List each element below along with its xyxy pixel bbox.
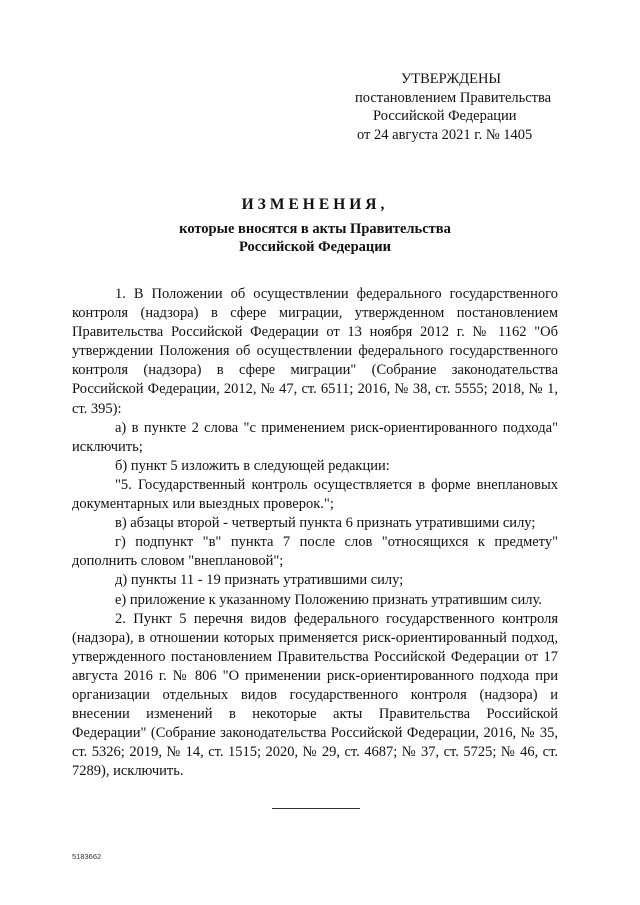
paragraph-item-b: б) пункт 5 изложить в следующей редакции: bbox=[115, 457, 390, 474]
paragraph-2: 2. Пункт 5 перечня видов федерального государственного контроля (надзора), в отношении которых применяется риск-ориентированный подход, утвержденного постановлением Правительства Российской Федерации от 17 августа 2016 г. № 806 "О применении риск-ориентированного подхода при организации отдельных видов государственного контроля (надзора) и внесении изменений в некоторые акты Правительства Российской Федерации" (Собрание законодательства Российской Федерации, 2016, № 35, ст. 5326; 2019, № 14, ст. 1515; 2020, № 29, ст. 4687; № 37, ст. 5725; № 46, ст. 7289), исключить. bbox=[72, 610, 558, 780]
document-body bbox=[72, 285, 558, 781]
subtitle-line-2: Российской Федерации bbox=[238, 239, 391, 255]
divider-line bbox=[272, 808, 360, 809]
paragraph-1: 1. В Положении об осуществлении федерального государственного контроля (надзора) в сфере миграции, утвержденном постановлением Правительства Российской Федерации от 13 ноября 2012 г. № 1162 "Об утверждении Положения об осуществлении федерального государственного контроля (надзора) в сфере миграции" (Собрание законодательства Российской Федерации, 2012, № 47, ст. 6511; 2016, № 38, ст. 5555; 2018, № 1, ст. 395): bbox=[72, 286, 558, 417]
paragraph-item-e: е) приложение к указанному Положению признать утратившим силу. bbox=[115, 591, 542, 608]
approval-authority: постановлением Правительства bbox=[355, 89, 552, 106]
paragraph-quote: "5. Государственный контроль осуществляется в форме внеплановых документарных или выездных проверок."; bbox=[72, 476, 558, 513]
subtitle-line-1: которые вносятся в акты Правительства bbox=[179, 221, 451, 237]
document-number: 5183662 bbox=[72, 852, 102, 861]
paragraph-item-d: д) пункты 11 - 19 признать утратившими силу; bbox=[115, 572, 404, 589]
paragraph-item-g: г) подпункт "в" пункта 7 после слов "относящихся к предмету" дополнить словом "внеплановой"; bbox=[72, 534, 558, 570]
document-title: ИЗМЕНЕНИЯ, bbox=[241, 196, 389, 213]
paragraph-item-v: в) абзацы второй - четвертый пункта 6 признать утратившими силу; bbox=[115, 515, 536, 532]
approval-date-number: от 24 августа 2021 г. № 1405 bbox=[357, 126, 533, 143]
approval-country: Российской Федерации bbox=[373, 108, 517, 124]
paragraph-item-a: а) в пункте 2 слова "с применением риск-ориентированного подхода" исключить; bbox=[72, 419, 558, 455]
approval-block bbox=[345, 70, 565, 144]
document-subtitle bbox=[72, 220, 558, 256]
approval-heading: УТВЕРЖДЕНЫ bbox=[401, 71, 502, 87]
